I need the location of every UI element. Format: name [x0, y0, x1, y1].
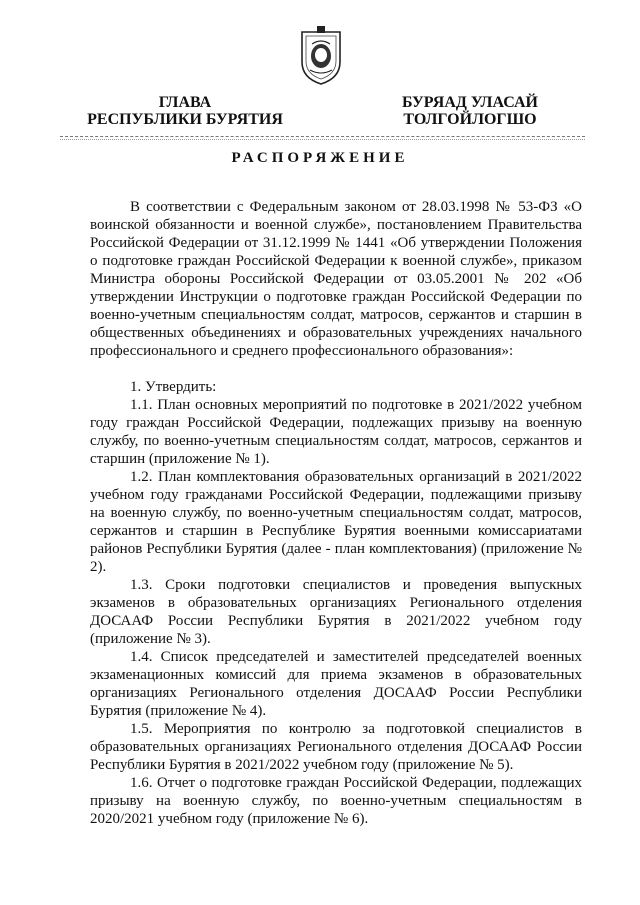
preamble-paragraph: В соответствии с Федеральным законом от 28.03.1998 № 53-ФЗ «О воинской обязанности и военной службе», постановлением Правительства Российской Федерации от 31.12.1999 № 1441 «Об утверждении Положения о подготовке граждан Российской Федерации к военной службе», приказом Министра обороны Российской Федерации от 03.05.2001 № 202 «Об утверждении Инструкции о подготовке граждан Российской Федерации по военно-учетным специальностям солдат, матросов, сержантов и старшин в общественных объединениях и образовательных учреждениях начального профессионального и среднего профессионального образования»: — [90, 199, 582, 359]
header-divider-dotted — [60, 139, 585, 140]
item-1-3: 1.3. Сроки подготовки специалистов и проведения выпускных экзаменов в образовательных организациях Регионального отделения ДОСААФ России Республики Бурятия в 2021/2022 учебном году (приложение № 3). — [90, 577, 582, 647]
issuer-buryat-line1: БУРЯАД УЛАСАЙ — [402, 94, 538, 111]
issuer-line2: РЕСПУБЛИКИ БУРЯТИЯ — [87, 111, 283, 128]
item-1-2: 1.2. План комплектования образовательных организаций в 2021/2022 учебном году гражданами Российской Федерации, подлежащими призыву на военную службу, по военно-учетным специальностям солдат, матросов, сержантов и старшин в Республике Бурятия военными комиссариатами районов Республики Бурятия (далее - план комплектования) (приложение № 2). — [90, 469, 582, 575]
item-1-5: 1.5. Мероприятия по контролю за подготовкой специалистов в образовательных организациях Регионального отделения ДОСААФ России Республики Бурятия в 2021/2022 учебном году (приложение № 5). — [90, 721, 582, 773]
issuer-buryat-line2: ТОЛГОЙЛОГШО — [403, 111, 537, 128]
issuer-title-buryat — [370, 94, 570, 128]
header-divider — [60, 136, 585, 137]
item-1-6: 1.6. Отчет о подготовке граждан Российской Федерации, подлежащих призыву на военную службу, по военно-учетным специальностям в 2020/2021 учебном году (приложение № 6). — [90, 775, 582, 827]
document-body — [90, 198, 582, 828]
coat-of-arms-icon — [298, 22, 344, 86]
document-title: РАСПОРЯЖЕНИЕ — [231, 150, 409, 166]
issuer-title-russian — [80, 94, 290, 128]
item-1-1: 1.1. План основных мероприятий по подготовке в 2021/2022 учебном году граждан Российской Федерации, подлежащих призыву на военную службу, по военно-учетным специальностям солдат, матросов, сержантов и старшин (приложение № 1). — [90, 397, 582, 467]
item-1: 1. Утвердить: — [130, 379, 217, 395]
item-1-4: 1.4. Список председателей и заместителей председателей военных экзаменационных комиссий для приема экзаменов в образовательных организациях Регионального отделения ДОСААФ России Республики Бурятия (приложение № 4). — [90, 649, 582, 719]
issuer-line1: ГЛАВА — [158, 94, 212, 111]
